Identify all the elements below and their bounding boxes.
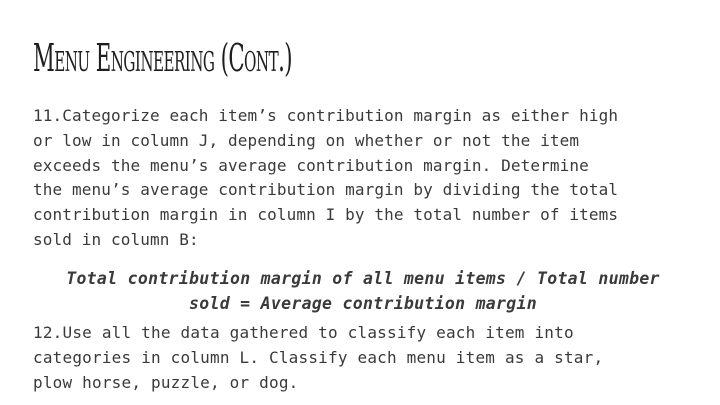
slide-title: Menu Engineering (Cont.) — [33, 36, 293, 80]
step-11-text: 11.Categorize each item’s contribution margin as either high or low in column J, depending on whether or not the item exceeds the menu’s average contribution margin. Determine the menu’s average contribution margin by dividing the total contribution margin in column I by the total number of items sold in column B: — [33, 106, 619, 249]
step-12-text: 12.Use all the data gathered to classify each item into categories in column L. Classify each menu item as a star, plow horse, puzzle, or dog. — [33, 323, 604, 392]
formula-text: Total contribution margin of all menu items / Total number sold = Average contribution margin — [66, 269, 660, 313]
